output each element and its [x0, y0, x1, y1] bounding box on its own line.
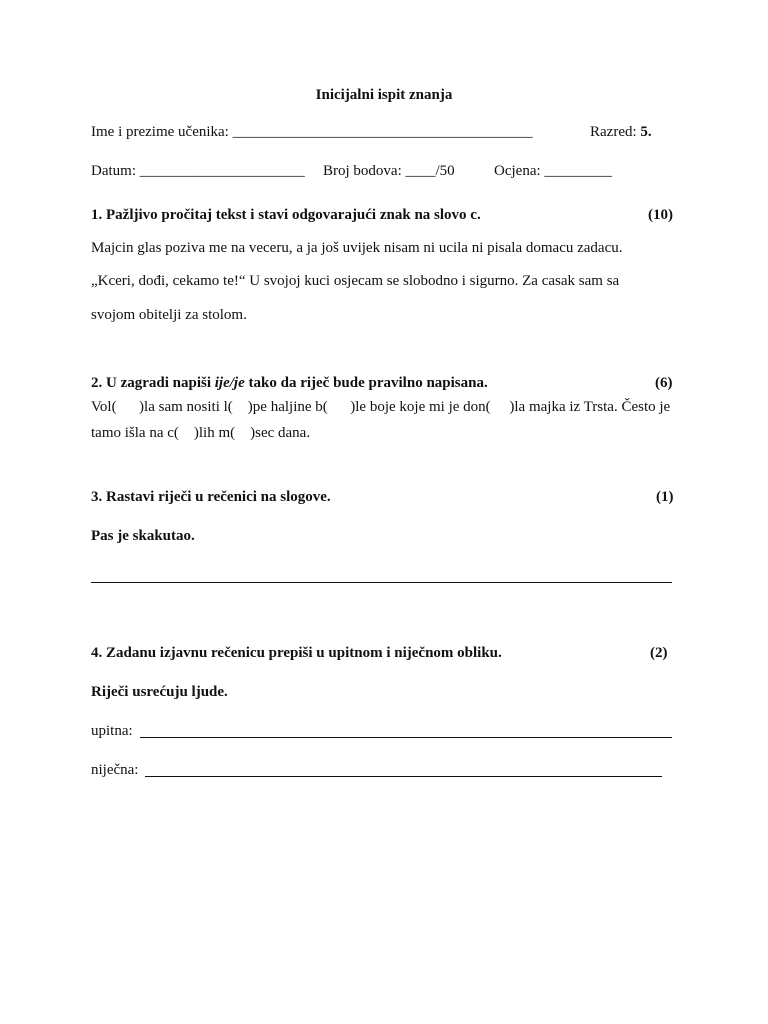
q4-negative-answer-line[interactable]	[145, 776, 662, 777]
q4-question-answer-line[interactable]	[140, 737, 672, 738]
q2-title-emphasis: ije/je	[214, 375, 245, 391]
q4-sentence: Riječi usrećuju ljude.	[91, 684, 228, 700]
grade-value: 5.	[640, 124, 652, 140]
q1-points: (10)	[648, 207, 673, 223]
q3-answer-line[interactable]	[91, 582, 672, 583]
q1-text-line: svojom obitelji za stolom.	[91, 307, 247, 323]
q2-points: (6)	[655, 375, 673, 391]
q4-points: (2)	[650, 645, 668, 661]
page-title: Inicijalni ispit znanja	[315, 87, 453, 103]
grade-label: Razred:	[590, 124, 641, 140]
grade-field	[590, 123, 652, 141]
q1-text-line: Majcin glas poziva me na veceru, a ja još uvijek nisam ni ucila ni pisala domacu zadacu.	[91, 240, 623, 256]
points-line[interactable]: Broj bodova: ____/50	[323, 163, 455, 179]
q2-text-line[interactable]: tamo išla na c( )lih m( )sec dana.	[91, 425, 311, 441]
mark-line[interactable]: Ocjena: _________	[494, 163, 612, 179]
student-name-line[interactable]: Ime i prezime učenika: ________________________________________	[91, 124, 533, 140]
q2-text-line[interactable]: Vol( )la sam nositi l( )pe haljine b( )le boje koje mi je don( )la majka iz Trsta. Često je	[91, 399, 671, 415]
q4-question-label: upitna:	[91, 723, 137, 739]
q3-points: (1)	[656, 489, 674, 505]
q1-text-line: „Kceri, dođi, cekamo te!“ U svojoj kuci osjecam se slobodno i sigurno. Za casak sam sa	[91, 273, 620, 289]
q1-title: 1. Pažljivo pročitaj tekst i stavi odgovarajući znak na slovo c.	[91, 207, 481, 223]
q4-title: 4. Zadanu izjavnu rečenicu prepiši u upitnom i niječnom obliku.	[91, 645, 502, 661]
q4-negative-label: niječna:	[91, 762, 143, 778]
q2-title: 2. U zagradi napiši ije/je tako da riječ bude pravilno napisana.	[91, 375, 488, 391]
q3-title: 3. Rastavi riječi u rečenici na slogove.	[91, 489, 331, 505]
q3-sentence: Pas je skakutao.	[91, 528, 195, 544]
date-line[interactable]: Datum: ______________________	[91, 163, 305, 179]
